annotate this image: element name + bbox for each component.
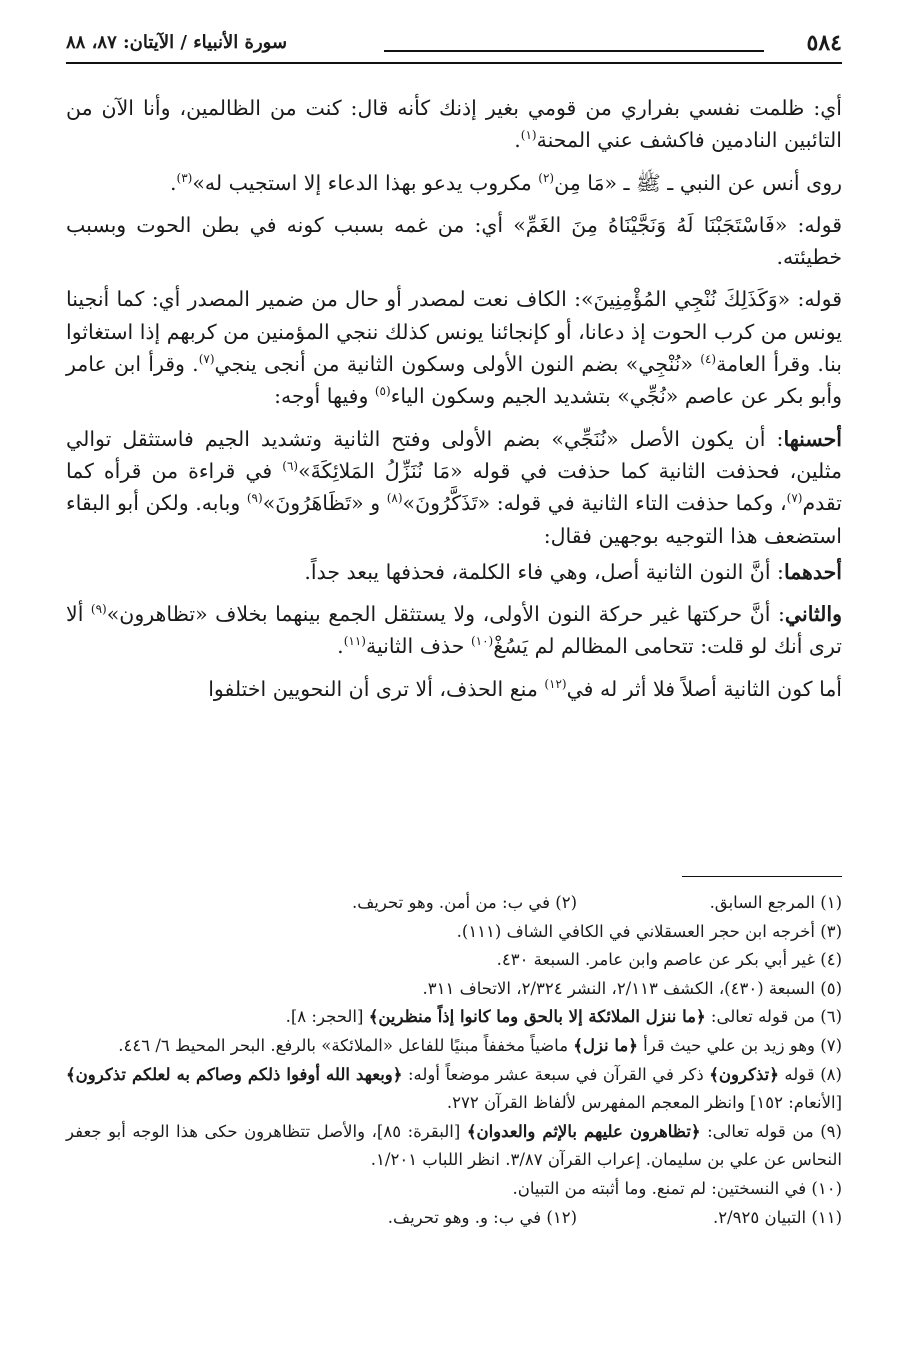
paragraph-7: والثاني: أنَّ حركتها غير حركة النون الأولى، ولا يستثقل الجمع بينهما بخلاف «تظاهرون»$^{(٩)}$ ألا ترى أنك لو قلت: تتحامى المظالم لم يَسُغْ$^{(١٠)}$ حذف الثانية$^{(١١)}$. bbox=[66, 602, 842, 659]
paragraph-label: أحدهما bbox=[783, 559, 842, 584]
footnote-3: (٣) أخرجه ابن حجر العسقلاني في الكافي الشاف (١١١). bbox=[456, 921, 842, 941]
footnote-9: (٩) من قوله تعالى: ﴿تظاهرون عليهم بالإثم والعدوان﴾ [البقرة: ٨٥]، والأصل تتظاهرون حكى هذا الوجه أبو جعفر النحاس عن علي بن سليمان. إعراب القرآن ٣/٨٧. انظر اللباب ١/٢٠١. bbox=[66, 1121, 842, 1170]
quran-quote: ﴿ما نزل﴾ bbox=[573, 1035, 638, 1055]
paragraph-label: أحسنها bbox=[783, 426, 842, 451]
footnote-ref: (١) bbox=[520, 128, 537, 143]
footnote-ref: (٩) bbox=[90, 602, 107, 617]
footnote-4: (٤) غير أبي بكر عن عاصم وابن عامر. السبعة ٤٣٠. bbox=[496, 950, 842, 970]
footnote-ref: (٩) bbox=[246, 491, 263, 506]
paragraph-1: أي: ظلمت نفسي بفراري من قومي بغير إذنك كأنه قال: كنت من الظالمين، وأنا الآن من التائبين النادمين فاكشف عني المحنة$^{(١)}$. bbox=[66, 96, 842, 153]
footnote-ref: (١٢) bbox=[544, 676, 567, 691]
header-divider bbox=[384, 50, 764, 52]
footnote-5: (٥) السبعة (٤٣٠)، الكشف ٢/١١٣، النشر ٢/٣٢٤، الاتحاف ٣١١. bbox=[422, 978, 842, 998]
paragraph-3: قوله: «فَاسْتَجَبْنَا لَهُ وَنَجَّيْنَاهُ مِنَ الغَمِّ» أي: من غمه بسبب كونه في بطن الحوت وبسبب خطيئته. bbox=[66, 212, 842, 270]
footnote-row bbox=[66, 889, 842, 918]
footnote-1: (١) المرجع السابق. bbox=[709, 893, 842, 912]
footnote-row bbox=[66, 1204, 842, 1233]
footnote-ref: (٧) bbox=[786, 491, 803, 506]
page-header bbox=[66, 28, 842, 64]
footnote-12: (١٢) في ب: و. وهو تحريف. bbox=[387, 1207, 577, 1227]
footnote-11: (١١) التبيان ٢/٩٢٥. bbox=[712, 1207, 842, 1227]
footnote-10: (١٠) في النسختين: لم تمنع. وما أثبته من التبيان. bbox=[512, 1178, 842, 1198]
quran-quote: ﴿وبعهد الله أوفوا ذلكم وصاكم به لعلكم تذكرون﴾ bbox=[66, 1064, 403, 1084]
footnote-ref: (٤) bbox=[700, 352, 717, 367]
footnote-ref: (١٠) bbox=[470, 634, 494, 649]
paragraph-2: روى أنس عن النبي ـ ﷺ ـ «مَا مِن$^{(٢)}$ مكروب يدعو بهذا الدعاء إلا استجيب له»$^{(٣)}$. bbox=[170, 170, 842, 195]
main-text bbox=[66, 92, 842, 715]
footnote-7: (٧) وهو زيد بن علي حيث قرأ ﴿ما نزل﴾ ماضياً مخففاً مبنيًا للفاعل «الملائكة» بالرفع. البحر المحيط ٦/ ٤٤٦. bbox=[118, 1035, 842, 1055]
quran-quote: ﴿تذكرون﴾ bbox=[709, 1064, 779, 1084]
quran-quote: ﴿تظاهرون عليهم بالإثم والعدوان﴾ bbox=[466, 1121, 701, 1141]
footnote-ref: (٧) bbox=[198, 352, 215, 367]
page-number: ٥٨٤ bbox=[806, 30, 842, 56]
footnote-ref: (١١) bbox=[343, 634, 366, 649]
quran-quote: ﴿ما ننزل الملائكة إلا بالحق وما كانوا إذاً منظرين﴾ bbox=[368, 1007, 706, 1027]
footnote-6: (٦) من قوله تعالى: ﴿ما ننزل الملائكة إلا بالحق وما كانوا إذاً منظرين﴾ [الحجر: ٨]. bbox=[285, 1007, 842, 1027]
paragraph-8: أما كون الثانية أصلاً فلا أثر له في$^{(١٢)}$ منع الحذف، ألا ترى أن النحويين اختلفوا bbox=[208, 676, 842, 701]
footnote-8: (٨) قوله ﴿تذكرون﴾ ذكر في القرآن في سبعة عشر موضعاً أوله: ﴿وبعهد الله أوفوا ذلكم وصاكم به لعلكم تذكرون﴾ [الأنعام: ١٥٢] وانظر المعجم المفهرس لألفاظ القرآن ٢٧٢. bbox=[66, 1064, 842, 1113]
footnotes bbox=[66, 889, 842, 1232]
footnote-ref: (٨) bbox=[386, 491, 403, 506]
surah-title: سورة الأنبياء / الآيتان: ٨٧، ٨٨ bbox=[66, 32, 288, 53]
paragraph-4: قوله: «وَكَذَلِكَ نُنْجِي المُؤْمِنِينَ»: الكاف نعت لمصدر أو حال من ضمير المصدر أي: كما أنجينا يونس من كرب الحوت إذ دعانا، أو كإنجائنا يونس كذلك ننجي المؤمنين من كربهم إذا استغاثوا بنا. وقرأ العامة$^{(٤)}$ «نُنْجِي» بضم النون الأولى وسكون الثانية من أنجى ينجي$^{(٧)}$. وقرأ ابن عامر وأبو بكر عن عاصم «نُجِّي» بتشديد الجيم وسكون الياء$^{(٥)}$ وفيها أوجه: bbox=[66, 287, 842, 409]
footnote-ref: (٢) bbox=[538, 170, 555, 185]
paragraph-5: أحسنها: أن يكون الأصل «نُنَجِّي» بضم الأولى وفتح الثانية وتشديد الجيم فاستثقل توالي مثلين، فحذفت الثانية كما حذفت في قوله «مَا نُنَزِّلُ المَلائِكَةَ»$^{(٦)}$ في قراءة من قرأه كما تقدم$^{(٧)}$، وكما حذفت التاء الثانية في قوله: «تَذَكَّرُونَ»$^{(٨)}$ و «تَظَاهَرُونَ»$^{(٩)}$ وبابه. ولكن أبو البقاء استضعف هذا التوجيه بوجهين فقال: bbox=[66, 426, 842, 548]
footnote-ref: (٣) bbox=[176, 170, 193, 185]
paragraph-label: والثاني bbox=[784, 602, 842, 627]
paragraph-6: أحدهما: أنَّ النون الثانية أصل، وهي فاء الكلمة، فحذفها يبعد جداً. bbox=[304, 559, 842, 584]
footnote-separator bbox=[682, 876, 842, 877]
header-underline bbox=[66, 62, 842, 64]
footnote-ref: (٥) bbox=[374, 384, 391, 399]
footnote-2: (٢) في ب: من أمن. وهو تحريف. bbox=[351, 893, 577, 912]
footnote-ref: (٦) bbox=[282, 459, 299, 474]
